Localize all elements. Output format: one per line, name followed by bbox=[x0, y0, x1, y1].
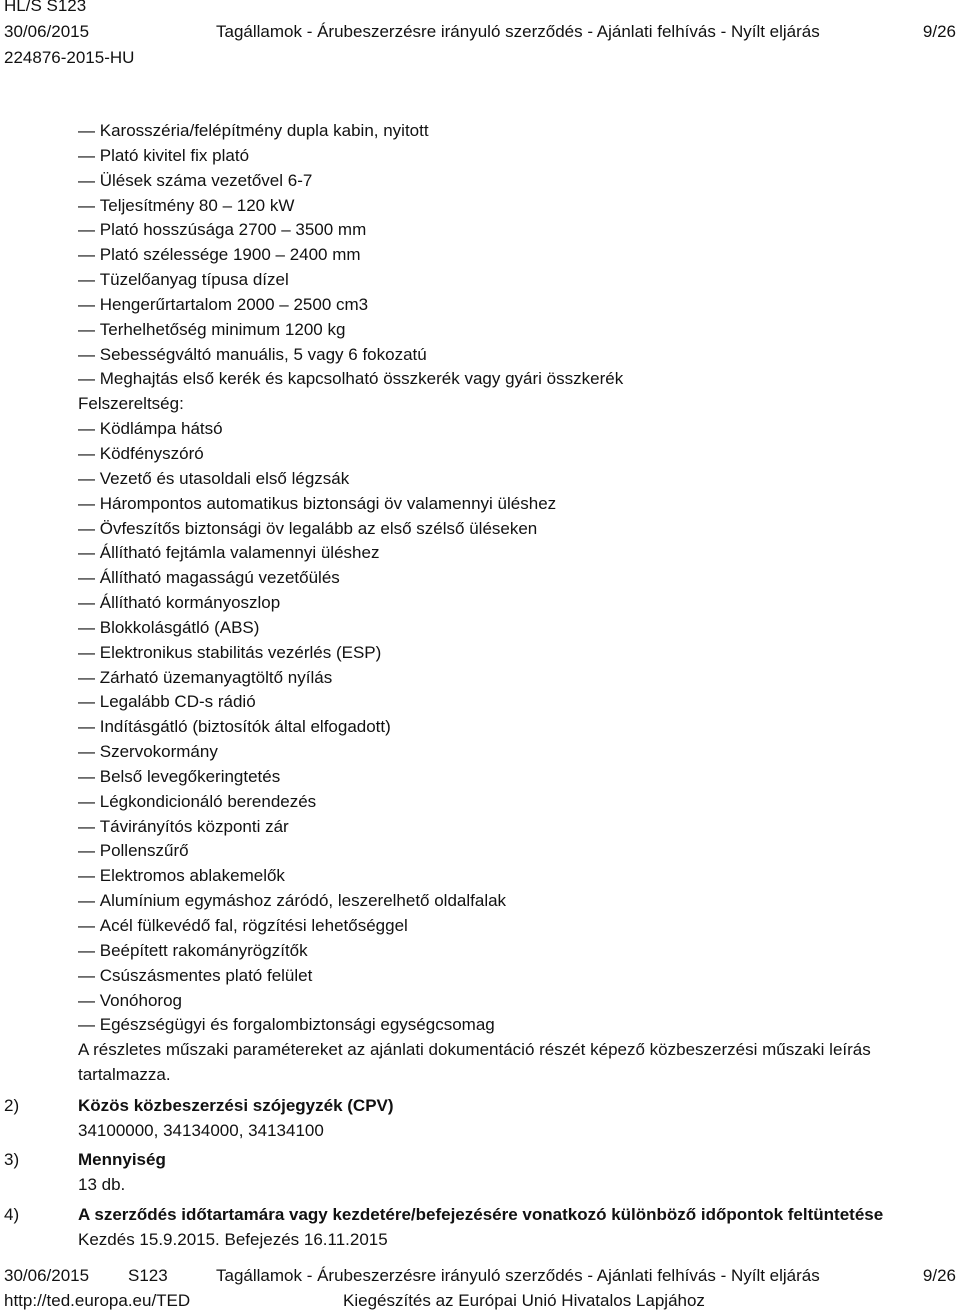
list-item: — Egészségügyi és forgalombiztonsági egységcsomag bbox=[78, 1013, 938, 1038]
section-number: 4) bbox=[4, 1205, 20, 1224]
list-item: — Indításgátló (biztosítók által elfogadott) bbox=[78, 715, 938, 740]
specification-list bbox=[78, 119, 938, 1088]
text-line: tartalmazza. bbox=[78, 1065, 171, 1085]
list-item: — Karosszéria/felépítmény dupla kabin, nyitott bbox=[78, 119, 938, 144]
list-item: — Belső levegőkeringtetés bbox=[78, 765, 938, 790]
footer-title: Tagállamok - Árubeszerzésre irányuló szerződés - Ajánlati felhívás - Nyílt eljárás bbox=[216, 1266, 820, 1285]
header-code: HL/S S123 bbox=[4, 0, 87, 15]
list-item: — Alumínium egymáshoz záródó, leszerelhető oldalfalak bbox=[78, 889, 938, 914]
list-item: — Zárható üzemanyagtöltő nyílás bbox=[78, 666, 938, 691]
list-item: — Távirányítós központi zár bbox=[78, 815, 938, 840]
list-item: — Plató hosszúsága 2700 – 3500 mm bbox=[78, 218, 938, 243]
section-number: 3) bbox=[4, 1150, 20, 1169]
list-item: — Csúszásmentes plató felület bbox=[78, 964, 938, 989]
list-item: — Teljesítmény 80 – 120 kW bbox=[78, 194, 938, 219]
section-value: 13 db. bbox=[78, 1174, 126, 1194]
list-item: — Vezető és utasoldali első légzsák bbox=[78, 467, 938, 492]
section-title: Közös közbeszerzési szójegyzék (CPV) bbox=[78, 1096, 394, 1115]
list-item: — Állítható fejtámla valamennyi üléshez bbox=[78, 541, 938, 566]
section-value: 34100000, 34134000, 34134100 bbox=[78, 1120, 324, 1140]
list-item: — Elektronikus stabilitás vezérlés (ESP) bbox=[78, 641, 938, 666]
list-item: — Légkondicionáló berendezés bbox=[78, 790, 938, 815]
list-item: — Plató kivitel fix plató bbox=[78, 144, 938, 169]
list-item: — Ködlámpa hátsó bbox=[78, 417, 938, 442]
header-notice-id: 224876-2015-HU bbox=[4, 48, 135, 67]
list-item: — Vonóhorog bbox=[78, 989, 938, 1014]
list-item: — Állítható magasságú vezetőülés bbox=[78, 566, 938, 591]
header-title: Tagállamok - Árubeszerzésre irányuló szerződés - Ajánlati felhívás - Nyílt eljárás bbox=[216, 22, 820, 41]
list-item: — Meghajtás első kerék és kapcsolható összkerék vagy gyári összkerék bbox=[78, 367, 938, 392]
footer-date: 30/06/2015 bbox=[4, 1266, 90, 1285]
header-date: 30/06/2015 bbox=[4, 22, 90, 41]
list-item: — Elektromos ablakemelők bbox=[78, 864, 938, 889]
list-item: — Ülések száma vezetővel 6-7 bbox=[78, 169, 938, 194]
list-item: — Hárompontos automatikus biztonsági öv valamennyi üléshez bbox=[78, 492, 938, 517]
section-title: Mennyiség bbox=[78, 1150, 166, 1169]
list-item: — Terhelhetőség minimum 1200 kg bbox=[78, 318, 938, 343]
section-title: A szerződés időtartamára vagy kezdetére/befejezésére vonatkozó különböző időpontok feltüntetése bbox=[78, 1205, 884, 1224]
footer-code: S123 bbox=[128, 1266, 168, 1285]
list-item: — Ködfényszóró bbox=[78, 442, 938, 467]
list-item: — Legalább CD-s rádió bbox=[78, 690, 938, 715]
list-item: — Plató szélessége 1900 – 2400 mm bbox=[78, 243, 938, 268]
list-item: — Szervokormány bbox=[78, 740, 938, 765]
footer-url: http://ted.europa.eu/TED bbox=[4, 1291, 191, 1310]
header-page-number: 9/26 bbox=[922, 22, 956, 41]
list-item: — Állítható kormányoszlop bbox=[78, 591, 938, 616]
list-item: — Beépített rakományrögzítők bbox=[78, 939, 938, 964]
list-item: — Tüzelőanyag típusa dízel bbox=[78, 268, 938, 293]
list-item: — Blokkolásgátló (ABS) bbox=[78, 616, 938, 641]
list-item: — Hengerűrtartalom 2000 – 2500 cm3 bbox=[78, 293, 938, 318]
list-item: — Sebességváltó manuális, 5 vagy 6 fokozatú bbox=[78, 343, 938, 368]
list-item: — Pollenszűrő bbox=[78, 839, 938, 864]
text-line: Felszereltség: bbox=[78, 394, 184, 414]
footer-page-number: 9/26 bbox=[922, 1266, 956, 1285]
list-item: — Acél fülkevédő fal, rögzítési lehetőséggel bbox=[78, 914, 938, 939]
text-line: A részletes műszaki paramétereket az ajánlati dokumentáció részét képező közbeszerzési műszaki leírás bbox=[78, 1040, 871, 1060]
section-value: Kezdés 15.9.2015. Befejezés 16.11.2015 bbox=[78, 1229, 388, 1249]
footer-supplement: Kiegészítés az Európai Unió Hivatalos Lapjához bbox=[343, 1291, 705, 1310]
section-number: 2) bbox=[4, 1096, 20, 1115]
list-item: — Övfeszítős biztonsági öv legalább az első szélső üléseken bbox=[78, 517, 938, 542]
